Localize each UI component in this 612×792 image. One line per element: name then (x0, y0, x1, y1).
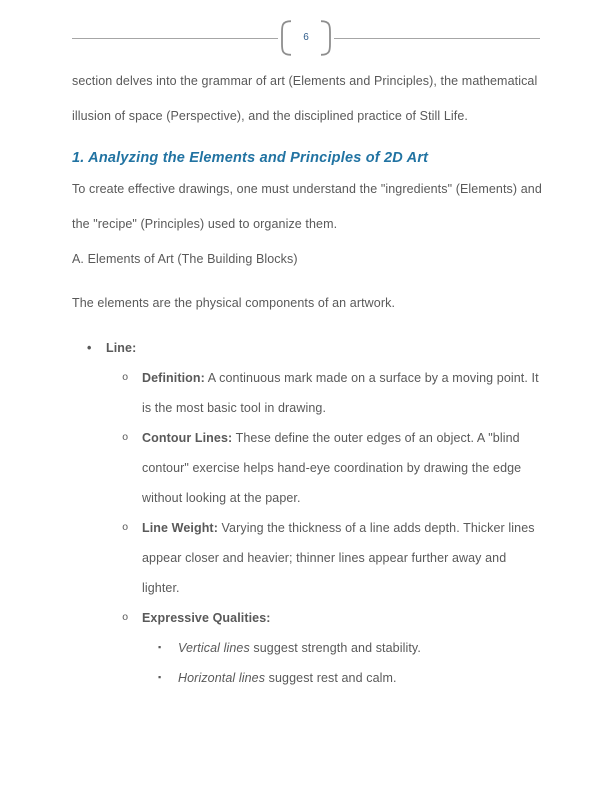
list-item-label: Expressive Qualities: (142, 611, 271, 625)
subsection-heading: A. Elements of Art (The Building Blocks) (72, 252, 298, 266)
list-item-label: Definition: (142, 371, 205, 385)
elements-intro-paragraph: The elements are the physical components of an artwork. (72, 296, 396, 310)
list-item-label: Line: (106, 341, 137, 355)
list-item-line-weight (72, 513, 546, 603)
page-header (72, 20, 540, 56)
list-item-label: Line Weight: (142, 521, 218, 535)
elements-list (72, 333, 546, 693)
list-item-label: Contour Lines: (142, 431, 233, 445)
list-item-text: These define the outer edges of an object. A "blind contour" exercise helps hand-eye coordination by drawing the edge without looking at the paper. (142, 431, 522, 505)
header-rule-right (334, 38, 540, 39)
list-item-emphasis: Vertical lines (178, 641, 250, 655)
bullet-circle-icon: o (122, 372, 129, 384)
page-number: 6 (303, 32, 309, 43)
list-item-expressive-qualities (72, 603, 546, 633)
header-rule-left (72, 38, 278, 39)
bullet-square-icon: ▪ (158, 642, 162, 652)
list-item-line (72, 333, 546, 363)
left-bracket-icon (278, 20, 293, 56)
right-bracket-icon (319, 20, 334, 56)
list-item-emphasis: Horizontal lines (178, 671, 266, 685)
section-intro-paragraph: To create effective drawings, one must understand the "ingredients" (Elements) and the "recipe" (Principles) used to organize them. (72, 182, 542, 231)
intro-paragraph: section delves into the grammar of art (Elements and Principles), the mathematical illusion of space (Perspective), and the disciplined practice of Still Life. (72, 74, 538, 123)
section-heading: 1. Analyzing the Elements and Principles of 2D Art (72, 150, 429, 166)
list-item-text: suggest rest and calm. (265, 671, 397, 685)
list-item-vertical-lines (72, 633, 546, 663)
page-body (72, 64, 546, 693)
list-item-contour-lines (72, 423, 546, 513)
list-item-text: Varying the thickness of a line adds depth. Thicker lines appear closer and heavier; thinner lines appear further away and lighter. (142, 521, 535, 595)
list-item-definition (72, 363, 546, 423)
bullet-circle-icon: o (122, 522, 129, 534)
list-item-text: suggest strength and stability. (249, 641, 421, 655)
bullet-dot-icon: • (87, 341, 92, 355)
list-item-horizontal-lines (72, 663, 546, 693)
bullet-circle-icon: o (122, 612, 129, 624)
list-item-text: A continuous mark made on a surface by a moving point. It is the most basic tool in drawing. (142, 371, 539, 415)
bullet-square-icon: ▪ (158, 672, 162, 682)
bullet-circle-icon: o (122, 432, 129, 444)
